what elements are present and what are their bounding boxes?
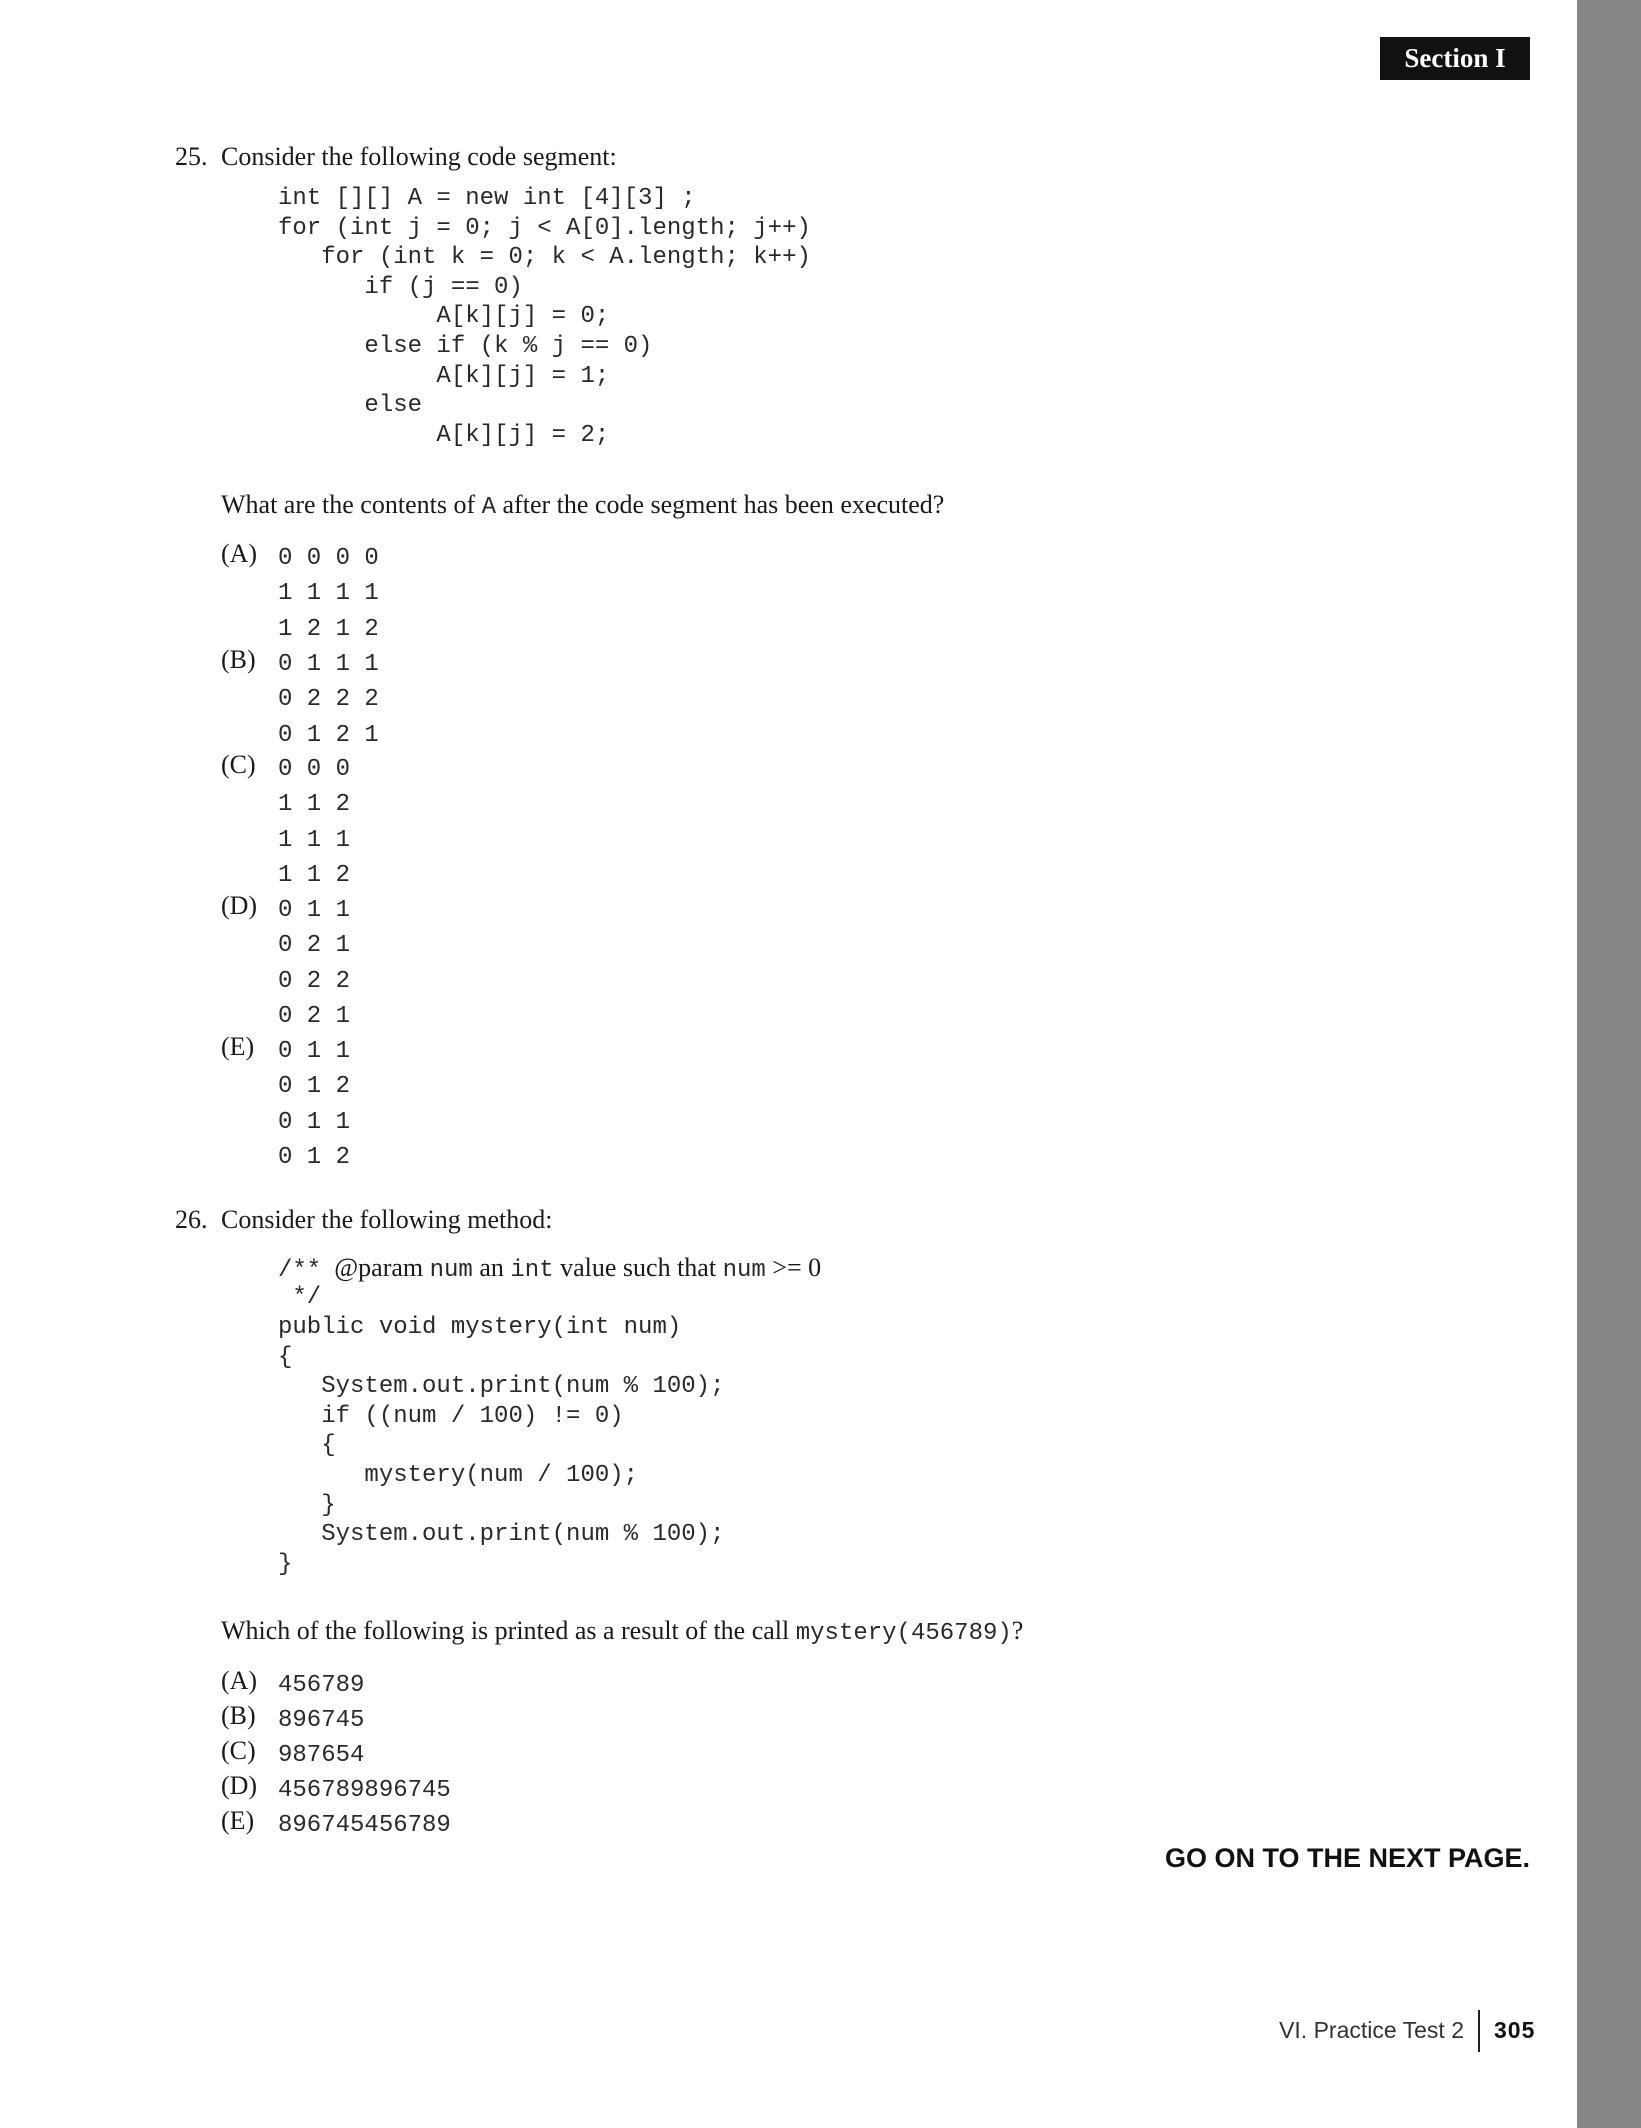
choice-matrix: 0 0 0 0 1 1 1 1 1 2 1 2	[278, 545, 379, 643]
question-number: 25.	[175, 142, 208, 171]
comment-close: */	[278, 1284, 322, 1311]
javadoc-desc: value such that	[560, 1253, 717, 1282]
go-on-notice: GO ON TO THE NEXT PAGE.	[1164, 1843, 1530, 1873]
choice-value: 896745456789	[278, 1812, 451, 1839]
javadoc-line	[278, 1253, 821, 1284]
choice-value: 987654	[278, 1742, 365, 1769]
choice-label: (D)	[221, 1771, 258, 1800]
comment-open: /**	[278, 1257, 322, 1284]
choice-value: 896745	[278, 1707, 365, 1734]
choice-label: (D)	[221, 891, 258, 920]
javadoc-tag: @param	[334, 1253, 424, 1282]
question-text-part: after the code segment has been executed?	[496, 490, 945, 519]
condition-var: num	[722, 1257, 766, 1284]
footer-section-title: VI. Practice Test 2	[1279, 2017, 1464, 2043]
page-number: 305	[1494, 2017, 1536, 2043]
question-text-part: Which of the following is printed as a result of the call	[221, 1616, 796, 1645]
choice-matrix: 0 0 0 1 1 2 1 1 1 1 1 2	[278, 756, 351, 889]
question-number: 26.	[175, 1205, 208, 1234]
param-type: int	[510, 1257, 554, 1284]
section-tab-label: Section I	[1404, 43, 1506, 73]
question-text	[221, 1616, 1023, 1647]
condition: >= 0	[772, 1253, 822, 1282]
choice-value: 456789	[278, 1672, 365, 1699]
param-name: num	[429, 1257, 473, 1284]
code-block: public void mystery(int num) { System.out.print(num % 100); if ((num / 100) != 0) { mystery(num / 100); } System.out.print(num % 100); }	[278, 1314, 725, 1578]
javadoc-word: an	[479, 1253, 504, 1282]
question-text-part: ?	[1011, 1616, 1024, 1645]
choice-label: (C)	[221, 1736, 256, 1765]
choice-label: (E)	[221, 1806, 255, 1835]
question-text	[221, 490, 944, 521]
choice-label: (B)	[221, 645, 256, 674]
question-text-part: What are the contents of	[221, 490, 482, 519]
question-intro: Consider the following code segment:	[221, 142, 617, 171]
inline-code: mystery(456789)	[795, 1620, 1012, 1647]
choice-value: 456789896745	[278, 1777, 451, 1804]
choice-label: (B)	[221, 1701, 256, 1730]
section-tab	[1380, 37, 1530, 80]
choice-matrix: 0 1 1 0 2 1 0 2 2 0 2 1	[278, 897, 351, 1030]
choice-label: (E)	[221, 1032, 255, 1061]
question-intro: Consider the following method:	[221, 1205, 553, 1234]
choice-label: (C)	[221, 750, 256, 779]
inline-code: A	[481, 494, 497, 521]
choice-matrix: 0 1 1 0 1 2 0 1 1 0 1 2	[278, 1038, 351, 1171]
code-block: int [][] A = new int [4][3] ; for (int j = 0; j < A[0].length; j++) for (int k = 0; k < A.length; k++) if (j == 0) A[k][j] = 0; else if (k % j == 0) A[k][j] = 1; else A[k][j] = 2;	[278, 185, 811, 449]
footer-divider	[1478, 2010, 1480, 2052]
choice-label: (A)	[221, 1666, 258, 1695]
choice-matrix: 0 1 1 1 0 2 2 2 0 1 2 1	[278, 651, 379, 749]
choice-label: (A)	[221, 539, 258, 568]
page-edge-bar	[1577, 0, 1641, 2128]
